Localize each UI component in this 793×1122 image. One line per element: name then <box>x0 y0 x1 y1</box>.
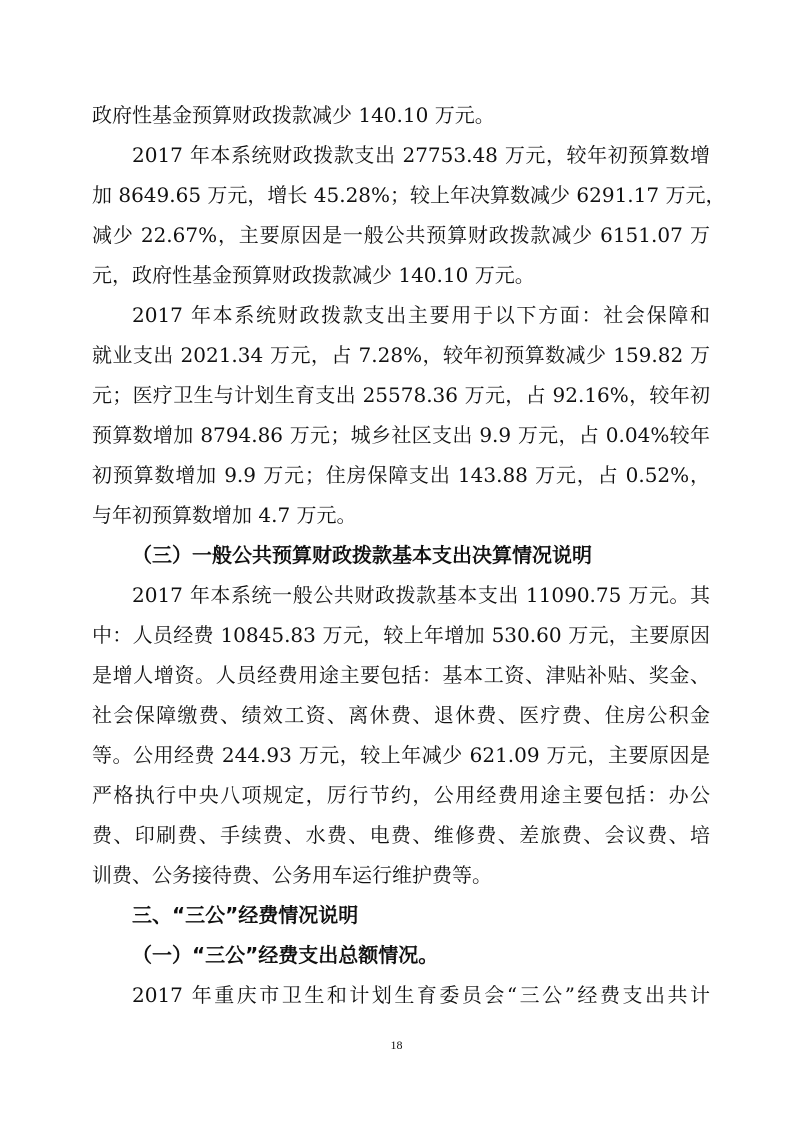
paragraph-line: 训费、公务接待费、公务用车运行维护费等。 <box>92 863 492 887</box>
paragraph-line: 严格执行中央八项规定，厉行节约，公用经费用途主要包括：办公 <box>92 783 710 807</box>
section-heading: 三、“三公”经费情况说明 <box>132 903 359 927</box>
paragraph-line: 政府性基金预算财政拨款减少 140.10 万元。 <box>92 103 495 127</box>
paragraph-line: 费、印刷费、手续费、水费、电费、维修费、差旅费、会议费、培 <box>92 823 710 847</box>
paragraph-line: 2017 年本系统财政拨款支出主要用于以下方面：社会保障和 <box>132 303 710 327</box>
paragraph-line: 是增人增资。人员经费用途主要包括：基本工资、津贴补贴、奖金、 <box>92 663 710 687</box>
paragraph-line: 初预算数增加 9.9 万元；住房保障支出 143.88 万元，占 0.52%， <box>92 463 710 487</box>
paragraph-line: 就业支出 2021.34 万元，占 7.28%，较年初预算数减少 159.82 万 <box>92 343 710 367</box>
paragraph-line: 减少 22.67%，主要原因是一般公共预算财政拨款减少 6151.07 万 <box>92 223 710 247</box>
paragraph-line: 元；医疗卫生与计划生育支出 25578.36 万元，占 92.16%，较年初 <box>92 383 710 407</box>
page-number: 18 <box>390 1038 403 1052</box>
paragraph-line: 社会保障缴费、绩效工资、离休费、退休费、医疗费、住房公积金 <box>92 703 710 727</box>
paragraph-line: 预算数增加 8794.86 万元；城乡社区支出 9.9 万元，占 0.04%较年 <box>92 423 710 447</box>
paragraph-line: 2017 年重庆市卫生和计划生育委员会“三公”经费支出共计 <box>132 983 710 1007</box>
paragraph-line: 等。公用经费 244.93 万元，较上年减少 621.09 万元，主要原因是 <box>92 743 710 767</box>
paragraph-line: 元，政府性基金预算财政拨款减少 140.10 万元。 <box>92 263 535 287</box>
paragraph-line: 加 8649.65 万元，增长 45.28%；较上年决算数减少 6291.17 万元， <box>92 183 726 207</box>
paragraph-line: 中：人员经费 10845.83 万元，较上年增加 530.60 万元，主要原因 <box>92 623 710 647</box>
document-body <box>92 95 726 1015</box>
paragraph-line: 2017 年本系统一般公共财政拨款基本支出 11090.75 万元。其 <box>132 583 710 607</box>
paragraph-line: 与年初预算数增加 4.7 万元。 <box>92 503 357 527</box>
subsection-heading: （一）“三公”经费支出总额情况。 <box>132 943 439 967</box>
section-heading: （三）一般公共预算财政拨款基本支出决算情况说明 <box>132 543 592 567</box>
paragraph-line: 2017 年本系统财政拨款支出 27753.48 万元，较年初预算数增 <box>132 143 710 167</box>
